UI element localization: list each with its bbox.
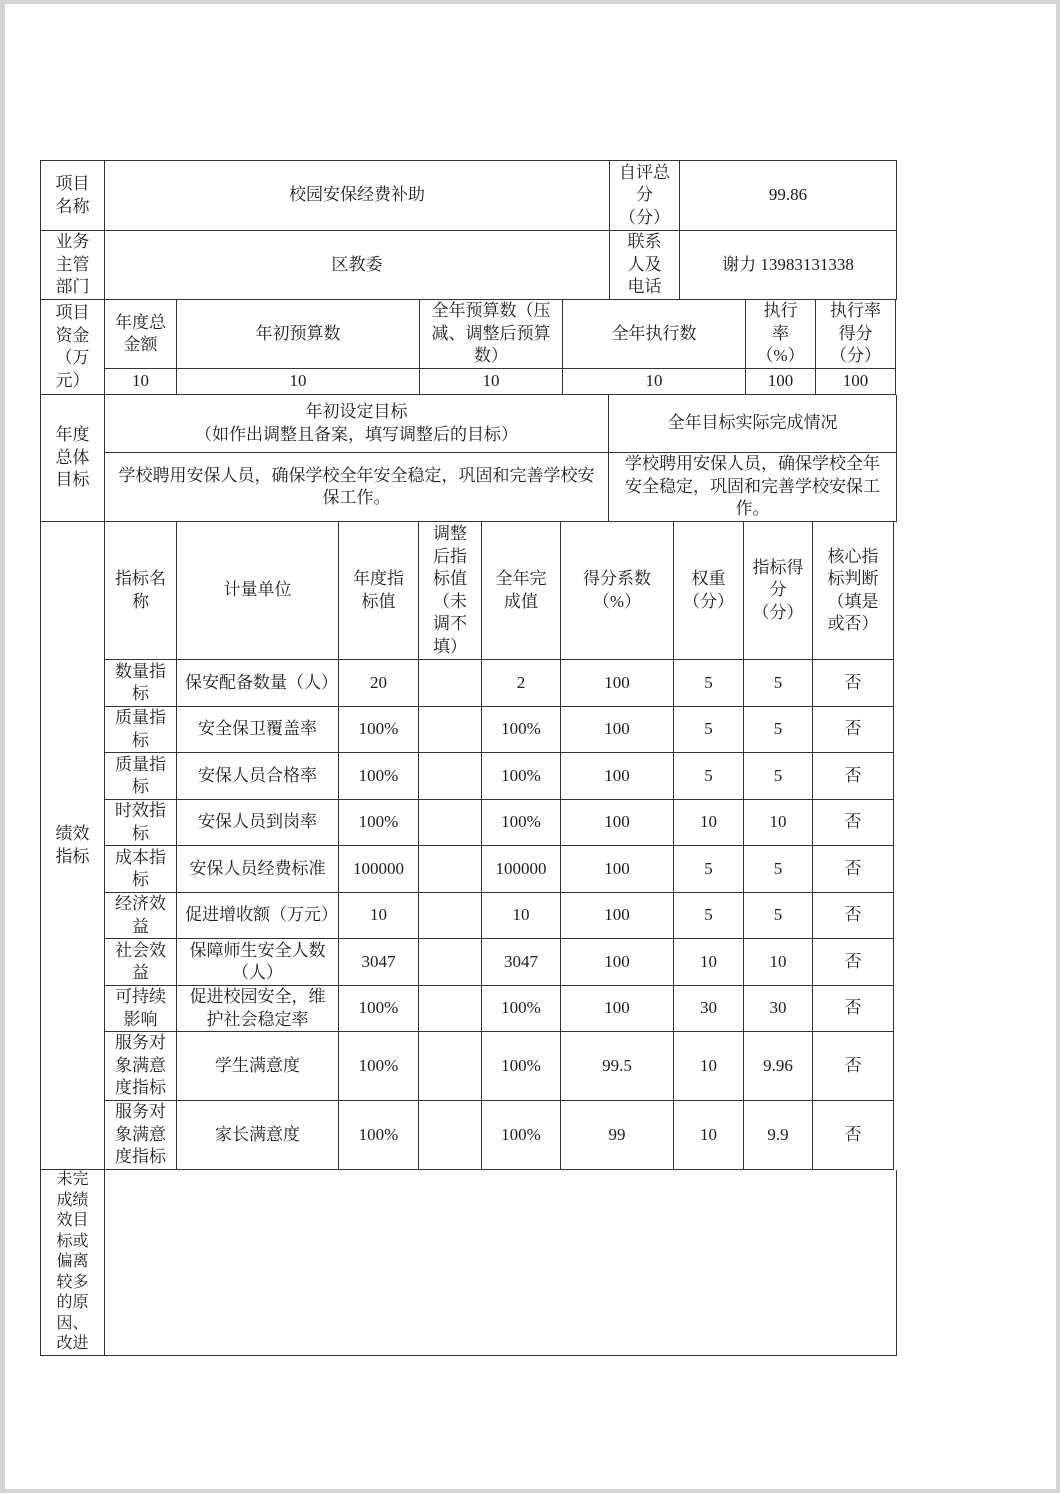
metric-core-flag: 否 [813,753,894,800]
metric-unit: 学生满意度 [177,1032,339,1101]
funds-header-initial-budget: 年初预算数 [177,300,420,369]
metric-annual-target: 3047 [339,939,419,986]
metric-name: 成本指标 [105,846,177,893]
metric-score-coefficient: 100 [561,939,674,986]
metric-core-flag: 否 [813,939,894,986]
remarks-content [105,1170,897,1356]
metric-score-coefficient: 99.5 [561,1032,674,1101]
metric-core-flag: 否 [813,846,894,893]
metric-score-coefficient: 100 [561,986,674,1032]
metric-annual-target: 100000 [339,846,419,893]
metric-adjusted-target [419,753,482,800]
metric-adjusted-target [419,660,482,707]
metric-weight: 5 [674,753,744,800]
metric-adjusted-target [419,800,482,846]
metric-annual-target: 10 [339,893,419,939]
metric-unit: 安全保卫覆盖率 [177,707,339,753]
metric-header-score: 指标得分（分） [744,522,813,660]
funds-header-annual-total: 年度总金额 [105,300,177,369]
goals-set-content: 学校聘用安保人员，确保学校全年安全稳定，巩固和完善学校安保工作。 [105,453,609,522]
metric-score-coefficient: 100 [561,893,674,939]
metric-core-flag: 否 [813,707,894,753]
metric-core-flag: 否 [813,986,894,1032]
goals-label: 年度总体目标 [41,395,105,522]
department-label: 业务主管部门 [41,231,105,300]
metric-header-weight: 权重（分） [674,522,744,660]
metric-adjusted-target [419,846,482,893]
metric-adjusted-target [419,893,482,939]
metric-weight: 10 [674,939,744,986]
metric-unit: 保安配备数量（人） [177,660,339,707]
goals-set-note: （如作出调整且备案，填写调整后的目标） [195,424,518,444]
funds-label: 项目资金（万元） [41,300,105,395]
metric-unit: 安保人员到岗率 [177,800,339,846]
metric-core-flag: 否 [813,660,894,707]
metric-header-annual-target: 年度指标值 [339,522,419,660]
metric-unit: 安保人员合格率 [177,753,339,800]
metric-weight: 10 [674,800,744,846]
metric-score: 5 [744,660,813,707]
metric-score-coefficient: 100 [561,707,674,753]
project-name-label: 项目名称 [41,161,105,231]
metric-weight: 10 [674,1032,744,1101]
metric-actual-value: 3047 [482,939,561,986]
metric-score: 9.9 [744,1101,813,1170]
goals-set-header [105,395,609,453]
metric-score-coefficient: 100 [561,753,674,800]
metric-weight: 30 [674,986,744,1032]
metric-annual-target: 20 [339,660,419,707]
funds-value-executed: 10 [563,369,746,395]
metric-core-flag: 否 [813,1101,894,1170]
metric-unit: 家长满意度 [177,1101,339,1170]
metric-adjusted-target [419,939,482,986]
goals-actual-header: 全年目标实际完成情况 [609,395,897,453]
contact-value: 谢力 13983131338 [680,231,897,300]
metric-header-actual-value: 全年完成值 [482,522,561,660]
metric-score-coefficient: 100 [561,800,674,846]
metric-core-flag: 否 [813,893,894,939]
goals-actual-content: 学校聘用安保人员，确保学校全年安全稳定，巩固和完善学校安保工作。 [609,453,897,522]
goals-set-title: 年初设定目标 [305,402,408,421]
remarks-section [40,1170,897,1356]
metric-core-flag: 否 [813,800,894,846]
metric-score: 5 [744,753,813,800]
metric-adjusted-target [419,707,482,753]
metric-header-score-coefficient: 得分系数（%） [561,522,674,660]
metric-name: 可持续影响 [105,986,177,1032]
funds-value-initial-budget: 10 [177,369,420,395]
metric-weight: 5 [674,707,744,753]
metric-actual-value: 100% [482,986,561,1032]
funds-header-rate-score: 执行率得分（分） [816,300,896,369]
metric-annual-target: 100% [339,1032,419,1101]
metric-score-coefficient: 99 [561,1101,674,1170]
funds-value-rate-score: 100 [816,369,896,395]
metric-unit: 保障师生安全人数（人） [177,939,339,986]
metric-name: 服务对象满意度指标 [105,1032,177,1101]
metric-score: 5 [744,893,813,939]
metric-actual-value: 100% [482,753,561,800]
funds-value-adjusted-budget: 10 [420,369,563,395]
metric-score-coefficient: 100 [561,846,674,893]
metric-score: 5 [744,707,813,753]
metric-score: 10 [744,939,813,986]
metric-actual-value: 100% [482,707,561,753]
metric-weight: 5 [674,893,744,939]
metric-header-adjusted-target: 调整后指标值（未调不填） [419,522,482,660]
funds-section [40,300,896,395]
metric-score: 9.96 [744,1032,813,1101]
metric-score-coefficient: 100 [561,660,674,707]
funds-header-adjusted-budget: 全年预算数（压减、调整后预算数） [420,300,563,369]
metric-name: 经济效益 [105,893,177,939]
metric-name: 服务对象满意度指标 [105,1101,177,1170]
metrics-label: 绩效指标 [41,522,105,1170]
metric-name: 数量指标 [105,660,177,707]
metric-actual-value: 100% [482,800,561,846]
self-score-label: 自评总分（分） [610,161,680,231]
metric-core-flag: 否 [813,1032,894,1101]
metric-actual-value: 10 [482,893,561,939]
metric-actual-value: 100% [482,1101,561,1170]
remarks-label: 未完成绩效目标或偏离较多的原因、改进 [41,1170,105,1356]
department-value: 区教委 [105,231,610,300]
metric-name: 社会效益 [105,939,177,986]
self-score-value: 99.86 [680,161,897,231]
metric-name: 质量指标 [105,753,177,800]
metric-actual-value: 100% [482,1032,561,1101]
metric-score: 5 [744,846,813,893]
metric-score: 30 [744,986,813,1032]
metric-annual-target: 100% [339,800,419,846]
metric-annual-target: 100% [339,707,419,753]
metric-adjusted-target [419,986,482,1032]
project-info-section [40,160,897,300]
funds-header-executed: 全年执行数 [563,300,746,369]
metric-unit: 促进增收额（万元） [177,893,339,939]
metric-actual-value: 100000 [482,846,561,893]
metric-annual-target: 100% [339,986,419,1032]
goals-section [40,395,897,522]
metric-name: 时效指标 [105,800,177,846]
metric-unit: 安保人员经费标准 [177,846,339,893]
funds-header-execution-rate: 执行率（%） [746,300,816,369]
project-name-value: 校园安保经费补助 [105,161,610,231]
metric-unit: 促进校园安全，维护社会稳定率 [177,986,339,1032]
metric-header-core-flag: 核心指标判断（填是或否） [813,522,894,660]
metric-header-unit: 计量单位 [177,522,339,660]
funds-value-execution-rate: 100 [746,369,816,395]
metric-header-name: 指标名称 [105,522,177,660]
metric-annual-target: 100% [339,753,419,800]
metric-actual-value: 2 [482,660,561,707]
funds-value-annual-total: 10 [105,369,177,395]
metric-score: 10 [744,800,813,846]
metric-adjusted-target [419,1032,482,1101]
metric-name: 质量指标 [105,707,177,753]
evaluation-form [40,160,897,1356]
metric-weight: 10 [674,1101,744,1170]
metric-weight: 5 [674,846,744,893]
metric-annual-target: 100% [339,1101,419,1170]
contact-label: 联系人及电话 [610,231,680,300]
metric-weight: 5 [674,660,744,707]
metric-adjusted-target [419,1101,482,1170]
metrics-section [40,522,894,1170]
